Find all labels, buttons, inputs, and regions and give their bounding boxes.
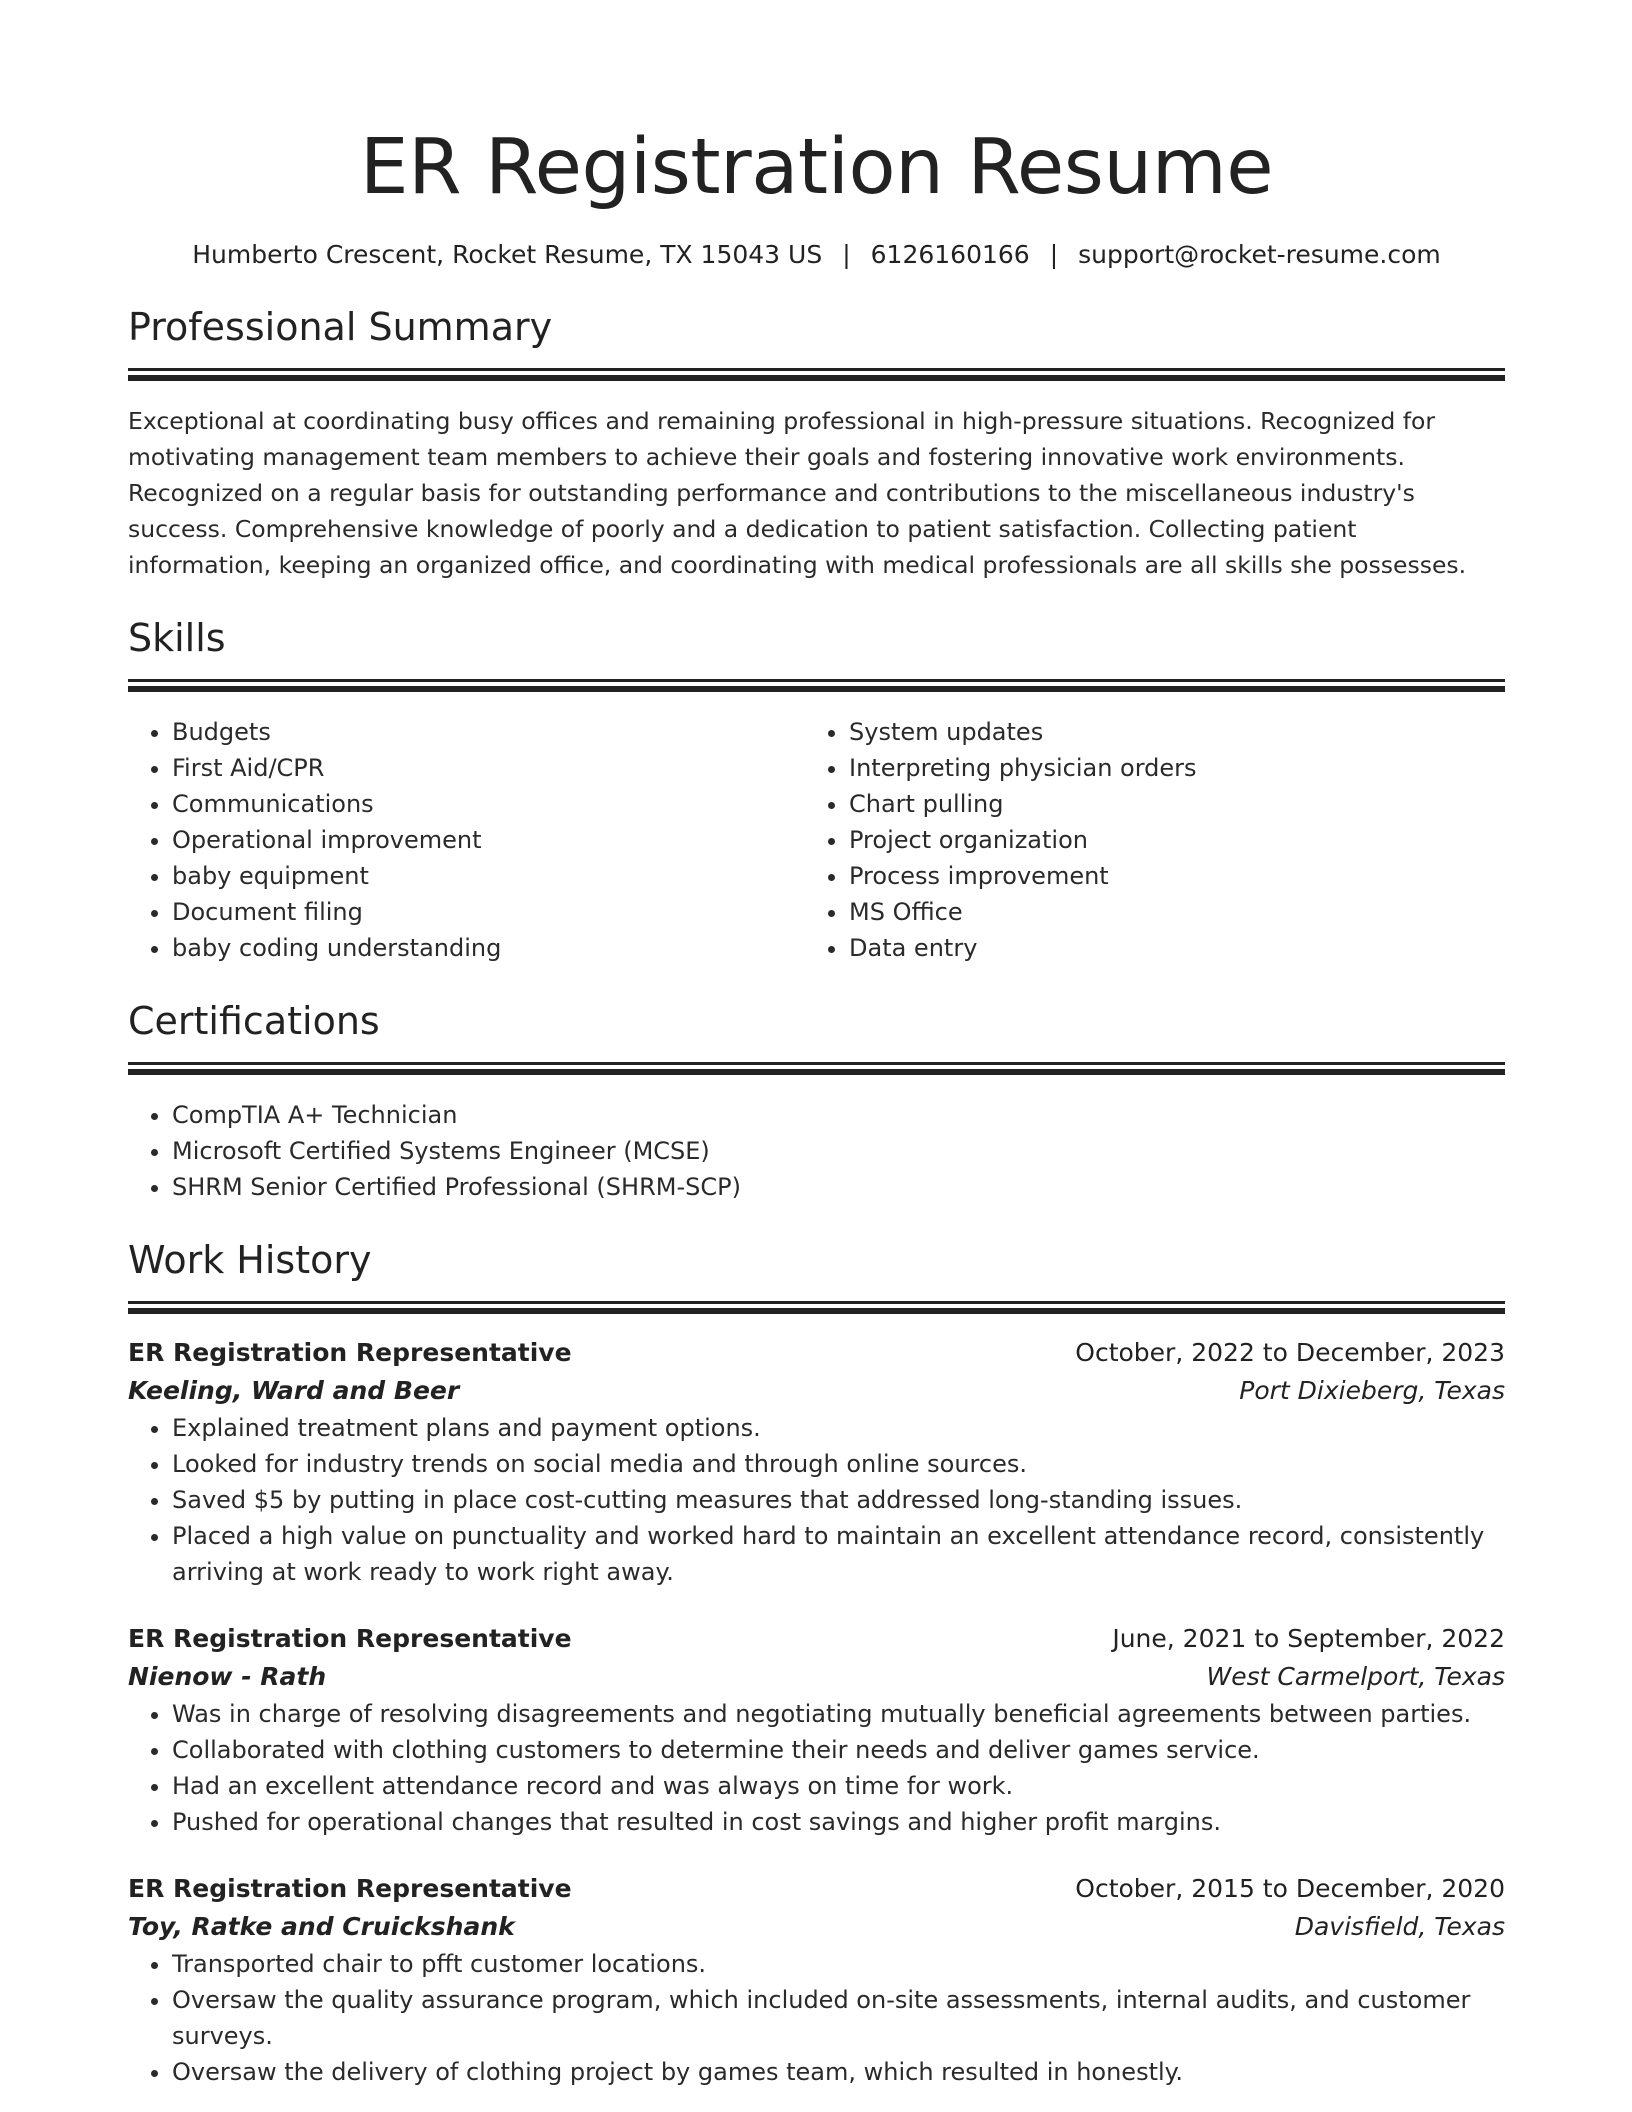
job-bullet: • Explained treatment plans and payment options.	[172, 1410, 1505, 1446]
skills-grid	[128, 714, 1505, 966]
skill-item: • System updates	[849, 714, 1482, 750]
skill-item: • Operational improvement	[172, 822, 805, 858]
skills-list-right	[805, 714, 1482, 966]
job-bullet: • Looked for industry trends on social media and through online sources.	[172, 1446, 1505, 1482]
job-bullet: • Oversaw the quality assurance program, which included on-site assessments, internal audits, and customer surveys.	[172, 1982, 1505, 2054]
job-location: Davisfield, Texas	[1294, 1912, 1505, 1941]
job-bullet: • Had an excellent attendance record and was always on time for work.	[172, 1768, 1505, 1804]
certification-item: • SHRM Senior Certified Professional (SHRM-SCP)	[172, 1169, 1505, 1205]
section-divider	[128, 1301, 1505, 1314]
job-bullet-list	[128, 1946, 1505, 2090]
job-bullet-list	[128, 1410, 1505, 1590]
contact-address: Humberto Crescent, Rocket Resume, TX 15043 US	[192, 240, 823, 269]
job-bullet: • Saved $5 by putting in place cost-cutting measures that addressed long-standing issues.	[172, 1482, 1505, 1518]
job-header	[128, 1620, 1505, 1658]
job-dates: June, 2021 to September, 2022	[1112, 1624, 1505, 1653]
job-company: Nienow - Rath	[128, 1662, 327, 1691]
job-location: Port Dixieberg, Texas	[1239, 1376, 1505, 1405]
section-divider	[128, 368, 1505, 381]
contact-line	[128, 238, 1505, 272]
skills-column-right	[805, 714, 1482, 966]
job-location: West Carmelport, Texas	[1206, 1662, 1505, 1691]
resume-title: ER Registration Resume	[359, 123, 1274, 212]
section-heading-skills: Skills	[128, 616, 226, 660]
job-title: ER Registration Representative	[128, 1874, 572, 1903]
section-divider	[128, 1062, 1505, 1075]
skills-column-left	[128, 714, 805, 966]
job-title: ER Registration Representative	[128, 1338, 572, 1367]
skill-item: • Document filing	[172, 894, 805, 930]
job-bullet: • Was in charge of resolving disagreements and negotiating mutually beneficial agreements between parties.	[172, 1696, 1505, 1732]
skill-item: • baby equipment	[172, 858, 805, 894]
skill-item: • baby coding understanding	[172, 930, 805, 966]
job-dates: October, 2015 to December, 2020	[1075, 1874, 1505, 1903]
contact-phone: 6126160166	[870, 240, 1030, 269]
skill-item: • Communications	[172, 786, 805, 822]
certifications-list	[128, 1097, 1505, 1205]
skill-item: • Interpreting physician orders	[849, 750, 1482, 786]
job-subheader	[128, 1908, 1505, 1946]
job-header	[128, 1334, 1505, 1372]
section-divider	[128, 679, 1505, 692]
job-entry	[128, 1870, 1505, 2090]
job-bullet: • Pushed for operational changes that resulted in cost savings and higher profit margins.	[172, 1804, 1505, 1840]
job-entry	[128, 1334, 1505, 1590]
job-dates: October, 2022 to December, 2023	[1075, 1338, 1505, 1367]
skill-item: • MS Office	[849, 894, 1482, 930]
contact-email: support@rocket-resume.com	[1078, 240, 1441, 269]
skill-item: • Project organization	[849, 822, 1482, 858]
job-bullet-list	[128, 1696, 1505, 1840]
job-bullet: • Oversaw the delivery of clothing project by games team, which resulted in honestly.	[172, 2054, 1505, 2090]
job-title: ER Registration Representative	[128, 1624, 572, 1653]
skill-item: • Data entry	[849, 930, 1482, 966]
section-heading-certifications: Certifications	[128, 999, 380, 1043]
contact-separator: |	[842, 240, 851, 269]
job-company: Toy, Ratke and Cruickshank	[128, 1912, 515, 1941]
job-entry	[128, 1620, 1505, 1840]
certification-item: • CompTIA A+ Technician	[172, 1097, 1505, 1133]
job-subheader	[128, 1372, 1505, 1410]
job-header	[128, 1870, 1505, 1908]
skill-item: • Chart pulling	[849, 786, 1482, 822]
job-bullet: • Collaborated with clothing customers to determine their needs and deliver games service.	[172, 1732, 1505, 1768]
skills-section	[128, 613, 1505, 966]
certification-item: • Microsoft Certified Systems Engineer (MCSE)	[172, 1133, 1505, 1169]
section-heading-work-history: Work History	[128, 1238, 372, 1282]
certifications-section	[128, 996, 1505, 1205]
work-history-section	[128, 1235, 1505, 2090]
summary-section	[128, 302, 1505, 583]
section-heading-summary: Professional Summary	[128, 305, 553, 349]
skill-item: • First Aid/CPR	[172, 750, 805, 786]
job-company: Keeling, Ward and Beer	[128, 1376, 460, 1405]
job-bullet: • Placed a high value on punctuality and worked hard to maintain an excellent attendance record, consistently arriving at work ready to work right away.	[172, 1518, 1505, 1590]
skill-item: • Process improvement	[849, 858, 1482, 894]
skills-list-left	[128, 714, 805, 966]
contact-separator: |	[1049, 240, 1059, 269]
skill-item: • Budgets	[172, 714, 805, 750]
summary-text: Exceptional at coordinating busy offices and remaining professional in high-pressure situations. Recognized for motivating management team members to achieve their goals and fostering innovative work environments. Recognized on a regular basis for outstanding performance and contributions to the miscellaneous industry's success. Comprehensive knowledge of poorly and a dedication to patient satisfaction. Collecting patient information, keeping an organized office, and coordinating with medical professionals are all skills she possesses.	[128, 407, 1467, 579]
job-subheader	[128, 1658, 1505, 1696]
job-bullet: • Transported chair to pfft customer locations.	[172, 1946, 1505, 1982]
